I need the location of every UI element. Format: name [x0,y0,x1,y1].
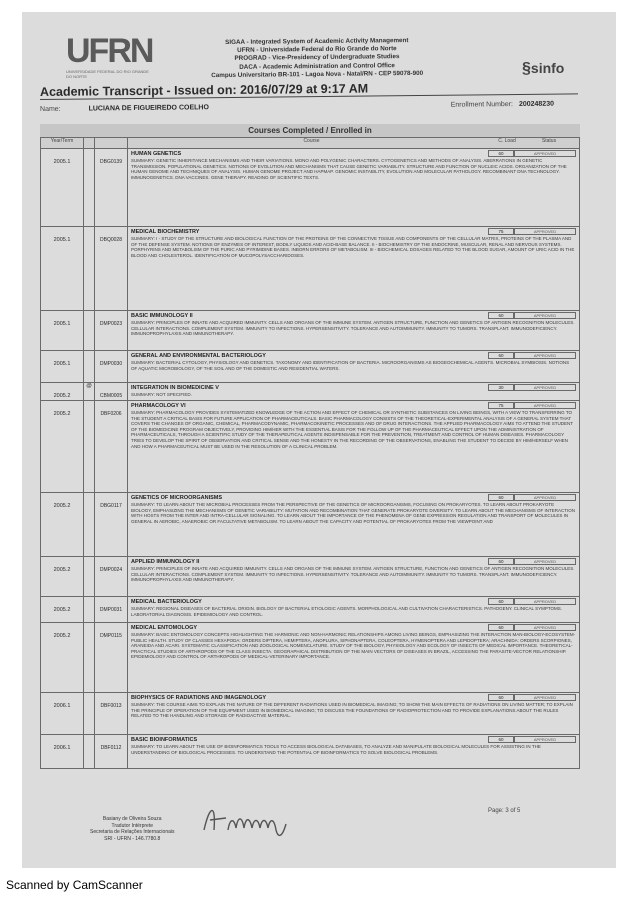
course-status: APPROVED [514,228,576,235]
col-course [128,138,580,149]
courses-table [40,137,580,769]
course-status: APPROVED [514,558,576,565]
course-title: HUMAN GENETICS [131,150,182,157]
course-title: INTEGRATION IN BIOMEDICINE V [131,384,219,391]
course-cell [128,401,580,493]
course-cell [128,693,580,735]
course-status: APPROVED [514,598,576,605]
table-row [41,493,580,557]
course-code: DBF0112 [95,735,128,769]
course-summary: SUMMARY: TO LEARN ABOUT THE MICROBIAL PROCESSES FROM THE PERSPECTIVE OF THE GENETICS OF MICROORGANISMS, FOCUSING ON PROKARYOTES. TO LEARN ABOUT PROKARYOTE BIOLOGY, EMPHASIZING THE MECHANISMS OF GENETIC VARIABILITY: MUTATION AND RECOMBINATION THAT GENERATE PROKARYOTE DIVERSITY. TO LEARN ABOUT THE MECHANISMS OF INTERACTION WITH HOSTS FROM THE INTER AND INTRA-CELLULAR SIGNALING. TO LEARN ABOUT THE IMPORTANCE OF THE PHENOMENA OF GENE EXPRESSION REGULATION AND TRANSPORT OF MOLECULES IN GENERAL IN AEROBIC, ANAEROBIC OR FACULTATIVE METABOLISM. TO LEARN ABOUT THE CAPACITY AND POTENTIAL OF PROKARYOTES FROM THE VIEWPOINT AND [131,502,575,524]
course-summary: SUMMARY: GENETIC INHERITANCE MECHANISMS AND THEIR VARIATIONS. MONO AND POLYGENIC CHARACTERS. CYTOGENETICS AND METHODS OF ANALYSIS. ABERRATIONS IN GENETIC TRANSMISSION. POPULATIONAL GENETICS. NOTIONS OF EVOLUTION AND MECHANISMS THAT CAUSE GENETIC VARIABILITY. STRUCTURE AND FUNCTION OF NUCLEIC ACIDS. ORGANIZATION OF THE HUMAN GENOME AND TECHNIQUES OF ANALYSIS. HUMAN GENOME PROJECT AND HAPMAP. GENOMIC INSTABILITY, EVOLUTION AND MOLECULAR PATHOLOGY. RECOMBINANT DNA TECHNOLOGY. IMMUNOGENETICS. DNA VACCINES. GENE THERAPY. READING OF SCIENTIFIC TEXTS. [131,158,567,180]
col-flag [84,138,95,149]
header-line: Campus Universitario BR-101 - Lagoa Nova - Natal/RN - CEP 59078-900 [211,69,424,79]
course-code: CBM0005 [95,383,128,401]
course-title: BASIC BIOINFORMATICS [131,736,198,743]
enrollment [451,101,554,109]
header-line: UFRN - Universidade Federal do Rio Grande do Norte [237,45,397,55]
logo-subtitle: UNIVERSIDADE FEDERAL DO RIO GRANDE DO NORTE [66,69,149,79]
stamp-line: Tradutor Intérprete [111,822,153,829]
course-code: DMP0023 [95,311,128,351]
header-line: SIGAA - Integrated System of Academic Activity Management [225,37,409,46]
enrollment-label: Enrollment Number: [450,101,514,109]
table-row [41,227,580,311]
course-year: 2005.1 [41,227,84,311]
course-cell [128,149,580,227]
course-title: BASIC IMMUNOLOGY II [131,312,193,319]
course-title: APPLIED IMMUNOLOGY II [131,558,200,565]
course-year: 2005.2 [41,557,84,597]
course-title: GENERAL AND ENVIRONMENTAL BACTERIOLOGY [131,352,266,359]
course-flag: @ [84,383,95,401]
course-load: 30 [488,384,514,391]
sinfo-text: sinfo [530,60,565,76]
course-cell [128,311,580,351]
sinfo-logo [522,60,564,78]
table-row [41,693,580,735]
course-flag [84,351,95,383]
course-status: APPROVED [514,402,576,409]
course-load: 60 [488,352,514,359]
course-title: MEDICAL BIOCHEMISTRY [131,228,200,235]
course-flag [84,693,95,735]
course-load: 60 [488,494,514,501]
courses-body [41,149,580,769]
course-cell [128,597,580,623]
course-summary: SUMMARY: REGIONAL DISEASES OF BACTERIAL ORIGIN. BIOLOGY OF BACTERIAL ETIOLOGIC AGENTS. MORPHOLOGICAL AND CULTIVATION CHARACTERISTICS. PATHOGENY. CLINICAL SYMPTOMS. LABORATORIAL DIAGNOSIS. EPIDEMIOLOGY AND CONTROL. [131,606,563,617]
table-row [41,557,580,597]
course-cell [128,227,580,311]
header-line: PROGRAD - Vice-Presidency of Undergraduate Studies [234,53,400,63]
table-row [41,383,580,401]
course-code: DBG0139 [95,149,128,227]
course-load: 75 [488,228,514,235]
course-flag [84,623,95,693]
table-row [41,735,580,769]
course-summary: SUMMARY: THE COURSE AIMS TO EXPLAIN THE NATURE OF THE DIFFERENT RADIATIONS USED IN BIOMEDICAL IMAGING; TO SHOW THE MAIN EFFECTS OF RADIATIONS ON LIVING MATTER; TO EXPLAIN THE PRINCIPLE OF OPERATION OF THE EQUIPMENT USED IN BIOMEDICAL IMAGING; TO DISCUSS THE FOUNDATIONS OF RADIOPROTECTION AND TO PROVIDE EXPLANATIONS ABOUT THE RULES RELATED TO THE HANDLING AND STORAGE OF RADIOACTIVE MATERIAL. [131,702,573,719]
col-course-label: Course [303,138,320,144]
course-cell [128,493,580,557]
student-name: LUCIANA DE FIGUEIREDO COELHO [88,104,209,113]
course-flag [84,557,95,597]
course-load: 60 [488,624,514,631]
course-load: 60 [488,312,514,319]
course-code: DBG0117 [95,493,128,557]
sinfo-mark-icon: § [522,60,531,77]
course-flag [84,227,95,311]
course-cell [128,383,580,401]
course-summary: SUMMARY: PRINCIPLES OF INNATE AND ACQUIRED IMMUNITY. CELLS AND ORGANS OF THE IMMUNE SYSTEM. ANTIGEN STRUCTURE, FUNCTION AND GENETICS OF ANTIGEN RECOGNITION MOLECULES. CELLULAR INTERACTIONS. COMPLEMENT SYSTEM. IMMUNITY TO INFECTIONS. HYPERSENSITIVITY. TOLERANCE AND AUTOIMMUNITY. IMMUNITY TO TUMORS. TRANSPLANT. IMMUNODEFICIENCY. IMMUNOPROPHYLAXIS AND IMMUNOTHERAPY. [131,566,575,583]
course-summary: SUMMARY: BACTERIAL CYTOLOGY, PHYSIOLOGY AND GENETICS. TAXONOMY AND IDENTIFICATION OF BACTERIA. MICROORGANISMS AS BIOGEOCHEMICAL AGENTS. MICROBIAL SYMBIOSIS. NOTIONS OF AQUATIC MICROBIOLOGY, OF THE SOIL AND OF THE DOMESTIC AND RESIDENTIAL WATERS. [131,360,570,371]
course-flag [84,401,95,493]
course-code: DBF0013 [95,693,128,735]
ufrn-logo [66,34,156,84]
course-flag [84,149,95,227]
course-title: BIOPHYSICS OF RADIATIONS AND IMAGENOLOGY [131,694,267,701]
header-line: DACA - Academic Administration and Control Office [239,61,395,71]
col-status-label: Status [541,138,557,144]
course-status: APPROVED [514,352,576,359]
course-cell [128,735,580,769]
course-cell [128,557,580,597]
course-code: DMP0115 [95,623,128,693]
course-year: 2005.1 [41,149,84,227]
course-status: APPROVED [514,384,576,391]
course-year: 2005.2 [41,383,84,401]
table-header-row [41,138,580,149]
course-status: APPROVED [514,624,576,631]
table-row [41,149,580,227]
logo-text: UFRN [66,32,153,70]
course-code: DMP0024 [95,557,128,597]
course-code: DMP0031 [95,597,128,623]
table-row [41,351,580,383]
course-load: 60 [488,558,514,565]
course-status: APPROVED [514,736,576,743]
handwritten-signature [200,800,320,840]
page-number: Page: 3 of 5 [488,808,521,814]
course-status: APPROVED [514,694,576,701]
course-load: 60 [488,694,514,701]
course-year: 2005.1 [41,351,84,383]
course-summary: SUMMARY: PRINCIPLES OF INNATE AND ACQUIRED IMMUNITY. CELLS AND ORGANS OF THE IMMUNE SYSTEM. ANTIGEN STRUCTURE, FUNCTION AND GENETICS OF ANTIGEN RECOGNITION MOLECULES. CELLULAR INTERACTIONS. COMPLEMENT SYSTEM. IMMUNITY TO INFECTIONS. HYPERSENSITIVITY. TOLERANCE AND AUTOIMMUNITY. IMMUNITY TO TUMORS. TRANSPLANT. IMMUNODEFICIENCY. IMMUNOPROPHYLAXIS AND IMMUNOTHERAPY. [131,320,575,337]
course-load: 60 [488,150,514,157]
course-year: 2005.2 [41,493,84,557]
course-load: 75 [488,402,514,409]
course-code: DMP0030 [95,351,128,383]
course-flag [84,311,95,351]
course-flag [84,493,95,557]
course-summary: SUMMARY: TO LEARN ABOUT THE USE OF BIOINFORMATICS TOOLS TO ACCESS BIOLOGICAL DATABASES, TO ANALYZE AND MANIPULATE BIOLOGICAL MOLECULES FOR ASSISTING IN THE UNDERSTANDING OF BIOLOGICAL PROCESSES. TO UNDERSTAND THE POTENTIAL OF BIOINFORMATICS TO SOLVE BIOLOGICAL PROBLEMS. [131,744,541,755]
course-load: 60 [488,598,514,605]
scanner-watermark: Scanned by CamScanner [6,878,143,892]
course-title: MEDICAL BACTERIOLOGY [131,598,202,605]
course-summary: SUMMARY: PHARMACOLOGY PROVIDES SYSTEMATIZED KNOWLEDGE OF THE ACTION AND EFFECT OF CHEMICAL OR SYNTHETIC SUBSTANCES ON LIVING BEINGS, WITH A VIEW TO TRANSFERRING TO THE STUDENT A CRITICAL BASIS FOR FUTURE APPLICATION OF PHARMACEUTICALS. BASIC PHARMACOLOGY CONSISTS OF THE THEORETICAL-EXPERIMENTAL ANALYSIS OF A GENERAL SYSTEM THAT COVERS THE CHANGES OF ORGANIC, CHEMICAL, PHARMACODYNAMIC, PHARMACOKINETIC PROCESSES AND OF DRUG INTERACTIONS. THE APPLIED PHARMACOLOGY AIMS TO ATTEND THE STUDENT OF THE BIOMEDICINE PROGRAM OBJECTIVELY, PROVIDING HIM/HER WITH THE ESSENTIAL BASIS FOR THE FOLLOW UP OF THE PHARMACEUTICAL EFFECT UPON THE ADMINISTRATION OF PHARMACEUTICALS, THROUGH A SCIENTIFIC STUDY OF THE THERAPEUTICAL AGENTS INDISPENSABLE FOR THE PREVENTION, TREATMENT AND CONTROL OF HUMAN DISEASES. PHARMACOLOGY TRIES TO DEVELOP THE SPIRIT OF OBSERVATION AND CRITICAL SENSE AND THE HONESTY IN THE RECORDING OF THE OBSERVATIONS, ENABLING THE STUDENT TO DECIDE BY HIM/HERSELF WHEN AND HOW A PHARMACEUTICAL MUST BE USED IN THE RESOLUTION OF A CLINICAL PROBLEM. [131,410,573,449]
institution-header [162,36,472,80]
translator-stamp [90,816,175,842]
course-year: 2005.2 [41,401,84,493]
col-year: Year/Term [41,138,84,149]
course-code: DBF0206 [95,401,128,493]
course-status: APPROVED [514,150,576,157]
course-year: 2005.1 [41,311,84,351]
course-status: APPROVED [514,312,576,319]
course-cell [128,623,580,693]
course-flag [84,735,95,769]
section-title: Courses Completed / Enrolled in [40,124,580,137]
col-load-label: C. Load [498,138,516,144]
course-year: 2006.1 [41,735,84,769]
course-cell [128,351,580,383]
course-flag [84,597,95,623]
course-status: APPROVED [514,494,576,501]
table-row [41,597,580,623]
course-load: 60 [488,736,514,743]
stamp-line: Basiany de Oliveira Souza [102,816,162,822]
table-row [41,401,580,493]
course-year: 2005.2 [41,597,84,623]
page-title: Academic Transcript - Issued on: 2016/07/29 at 9:17 AM [39,81,369,99]
table-row [41,311,580,351]
name-label: Name: [39,105,61,113]
col-code [95,138,128,149]
course-year: 2005.2 [41,623,84,693]
course-summary: SUMMARY: BASIC ENTOMOLOGY CONCEPTS HIGHLIGHTING THE HARMONIC AND NON-HARMONIC RELATIONSHIPS AMONG LIVING BEINGS, EMPHASIZING THE INTERACTION MAN-BIOLOGY-ECOSYSTEM-PUBLIC HEALTH. STUDY OF CLASSES HEXAPODA: ORDERS DIPTERA, HEMIPTERA, ANOPLURA, SIPHONAPTERA, COLEOPTERA, HYMENOPTERA AND LEPIDOPTERA; ARACHNIDA: ORDERS SCORPIONES, ARANEIDA AND ACARI. SYSTEMATIC CLASSIFICATION AND ZOOLOGICAL NOMENCLATURE. STUDY OF THE BIOLOGY, PHYSIOLOGY AND ECOLOGY OF INSECTS OF MEDICAL IMPORTANCE. THEORETICAL-PRACTICAL STUDIES OF ARTHROPODS OF THE CLASS INSECTA. GEOGRAPHICAL DISTRIBUTION OF THE MAIN VECTORS OF DISEASES IN BRAZIL, ACCESSING THE PARASITE-VECTOR RELATIONSHIP. EPIDEMIOLOGY AND CONTROL OF ARTHROPODS OF MEDICAL-VETERINARY IMPORTANCE. [131,632,576,660]
enrollment-number: 200248230 [518,100,555,108]
course-title: PHARMACOLOGY VI [131,402,186,409]
course-summary: SUMMARY: I - STUDY OF THE STRUCTURE AND BIOLOGICAL FUNCTION OF THE PROTEINS OF THE CONNECTIVE TISSUE AND COMPONENTS OF THE CELLULAR MATRIX, PROTEINS OF THE PLASMA AND OF THE DEFENSE SYSTEM. NOTIONS OF ENZYMES OF INTEREST, BODILY LIQUIDS AND ACID-BASE BALANCE. II - BIOCHEMISTRY OF THE ENDOCRINE, MUSCULAR, RENAL AND NERVOUS SYSTEMS. PORPHYRINS AND METABOLISM OF THE PURIC AND PYRIMIDINE BASES. INBORN ERRORS OF METABOLISM. III - BIOCHEMICAL DOSAGES RELATED TO THE BLOOD SUGAR, AMOUNT OF URIC ACID IN THE BLOOD AND CHOLESTEROL. IDENTIFICATION OF MUCOPOLYSACCHARIDOSES. [131,236,575,258]
table-row [41,623,580,693]
course-title: GENETICS OF MICROORGANISMS [131,494,223,501]
stamp-line: Secretaria de Relações Internacionais [90,829,175,835]
course-year: 2006.1 [41,693,84,735]
course-summary: SUMMARY: NOT SPECIFIED. [131,392,192,397]
stamp-line: SRI - UFRN - 146.7780.8 [104,835,161,842]
course-code: DBQ0028 [95,227,128,311]
course-title: MEDICAL ENTOMOLOGY [131,624,198,631]
